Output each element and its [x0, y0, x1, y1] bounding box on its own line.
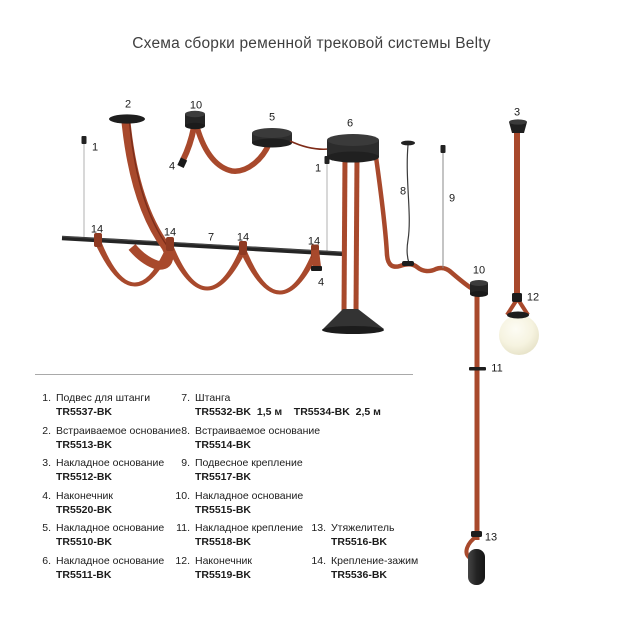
part-code: TR5537-BK: [56, 406, 113, 418]
callout-4: 4: [168, 160, 176, 173]
legend-item: 8. Встраиваемое основание TR5514-BK: [170, 424, 381, 452]
legend-item: 11. Накладное крепление TR5518-BK: [170, 521, 381, 549]
callout-14: 14: [236, 231, 250, 244]
callout-2: 2: [124, 98, 132, 111]
callout-6: 6: [346, 117, 354, 130]
part-code: TR5536-BK: [331, 568, 388, 581]
part-code: TR5510-BK: [56, 536, 113, 548]
part-code: TR5520-BK: [56, 503, 113, 516]
callout-7: 7: [207, 231, 215, 244]
legend-item: 2. Встраиваемое основание TR5513-BK: [42, 424, 182, 451]
part-code: TR5517-BK: [195, 471, 252, 483]
legend-item: 14. Крепление-зажим TR5536-BK: [311, 554, 419, 581]
callout-1: 1: [314, 162, 322, 175]
legend-divider: [35, 374, 413, 375]
legend-item: 9. Подвесное крепление TR5517-BK: [170, 456, 381, 484]
part-code: TR5514-BK: [195, 438, 252, 451]
legend-item: 7. Штанга TR5532-BK 1,5 м TR5534-BK 2,5 м: [181, 392, 381, 418]
legend-item: 13. Утяжелитель TR5516-BK: [306, 521, 418, 549]
callout-14: 14: [90, 223, 104, 236]
page-title: Схема сборки ременной трековой системы Belty: [132, 35, 491, 52]
legend-item: 5. Накладное основание TR5510-BK: [35, 521, 181, 549]
callout-5: 5: [268, 111, 276, 124]
callout-8: 8: [399, 185, 407, 198]
callout-9: 9: [448, 192, 456, 205]
part-code: TR5513-BK: [56, 438, 113, 451]
callout-11: 11: [491, 362, 503, 375]
part-code: TR5515-BK: [195, 503, 252, 516]
part-code: TR5511-BK: [56, 568, 112, 581]
legend-item: 4. Наконечник TR5520-BK: [35, 489, 181, 517]
legend-item: 10. Накладное основание TR5515-BK: [170, 489, 381, 517]
part-code: TR5532-BK 1,5 м TR5534-BK 2,5 м: [195, 406, 381, 418]
callout-12: 12: [526, 291, 540, 304]
legend-column-3: [306, 521, 418, 586]
callout-10: 10: [472, 264, 486, 277]
part-code: TR5516-BK: [331, 536, 388, 548]
part-code: TR5519-BK: [195, 568, 252, 581]
legend-item: 1. Подвес для штанги TR5537-BK: [35, 391, 181, 419]
callout-3: 3: [513, 106, 521, 119]
callout-14: 14: [163, 226, 177, 239]
legend-item: 12. Наконечник TR5519-BK: [170, 554, 381, 582]
legend-item: 3. Накладное основание TR5512-BK: [35, 456, 181, 484]
legend-column-1: [35, 391, 181, 586]
callout-14: 14: [307, 235, 321, 248]
callout-4: 4: [317, 276, 325, 289]
legend-item: 6. Накладное основание TR5511-BK: [35, 554, 181, 582]
callout-13: 13: [484, 531, 498, 544]
callout-10: 10: [189, 99, 203, 112]
callout-1: 1: [91, 141, 99, 154]
part-code: TR5512-BK: [56, 471, 113, 483]
part-code: TR5518-BK: [195, 536, 252, 548]
